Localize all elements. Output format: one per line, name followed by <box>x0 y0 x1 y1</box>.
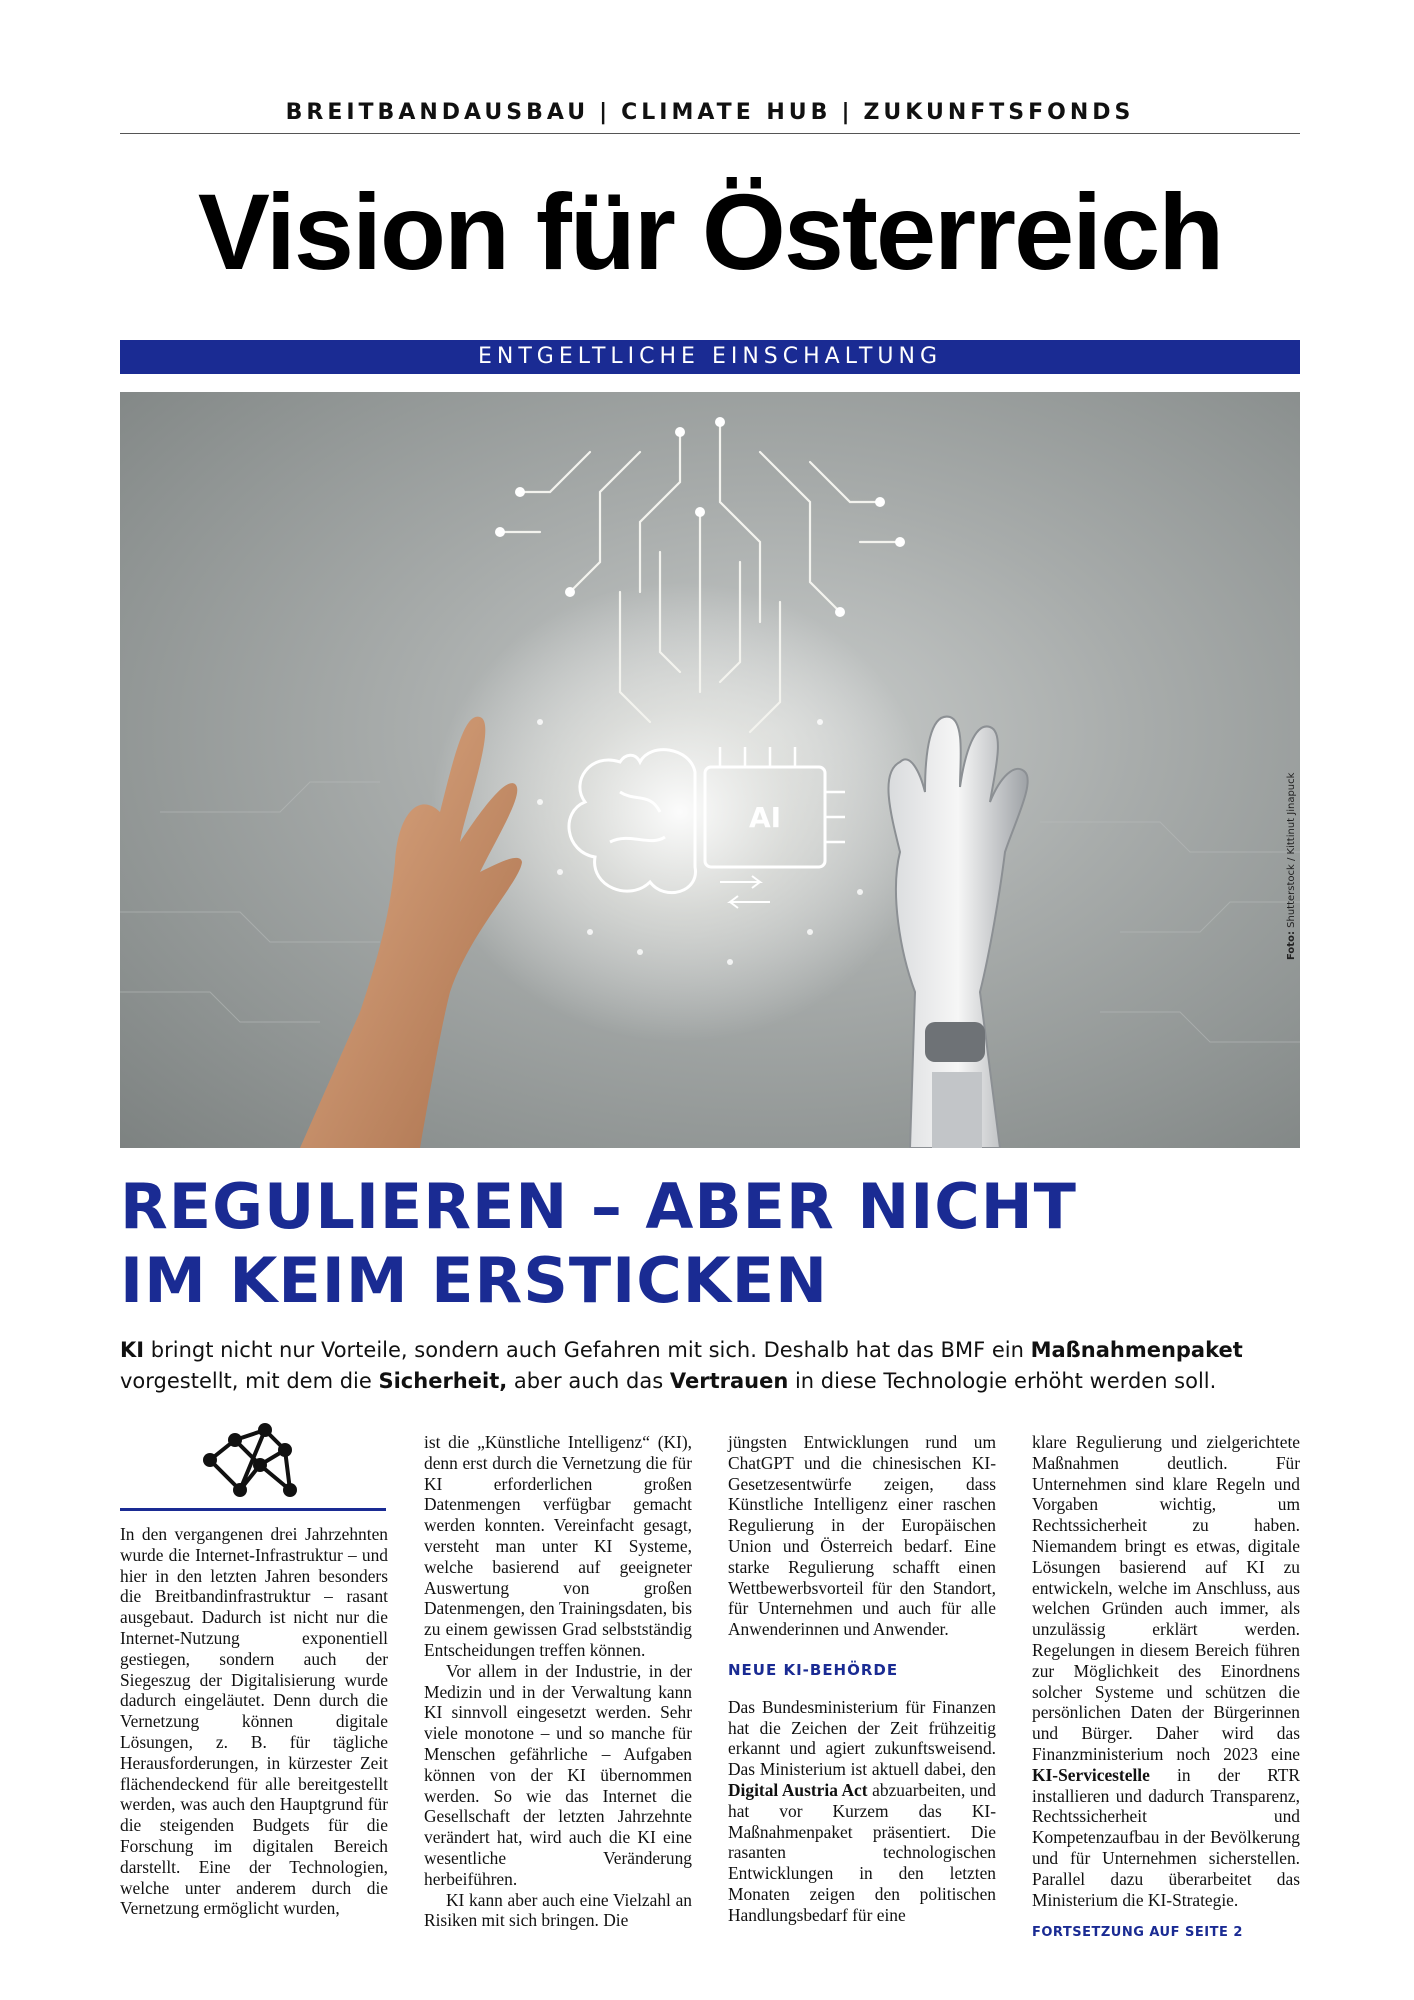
headline-line-1: REGULIEREN – ABER NICHT <box>120 1170 1077 1243</box>
paragraph: klare Regulierung und zielgerichtete Maßnahmen deutlich. Für Unternehmen sind klare Regeln und Vorgaben wichtig, um Rechtssicherheit zu haben. Niemandem bringt es etwas, digitale Lösungen basierend auf KI zu entwickeln, welche im Anschluss, aus welchen Gründen auch immer, als unzulässig erklärt werden. Regelungen in diesem Bereich führen zur Möglichkeit des Einordnens solcher Systeme und schützen die persönlichen Daten der Bürgerinnen und Bürger. Daher wird das Finanzministerium noch 2023 eine KI-Servicestelle in der RTR installieren und dadurch Transparenz, Rechtssicherheit und Kompetenzaufbau in der Bevölkerung und für Unternehmen sicherstellen. Parallel dazu überarbeitet das Ministerium die KI-Strategie. <box>1032 1432 1300 1910</box>
paragraph: Vor allem in der Industrie, in der Medizin und in der Verwaltung kann KI sinnvoll eingesetzt werden. Sehr viele monotone – und so manche für Menschen gefährliche – Aufgaben können von der KI übernommen werden. So wie das Internet die Gesellschaft der letzten Jahrzehnte verändert hat, wird auch die KI eine wesentliche Veränderung herbeiführen. <box>424 1660 692 1889</box>
article-column-1 <box>120 1524 388 1919</box>
nav-item-zukunftsfonds[interactable]: ZUKUNFTSFONDS <box>863 100 1135 125</box>
nav-item-breitbandausbau[interactable]: BREITBANDAUSBAU <box>285 100 590 125</box>
article-column-2 <box>424 1432 692 1931</box>
advertorial-label-bar: ENTGELTLICHE EINSCHALTUNG <box>120 340 1300 374</box>
network-graph-icon <box>200 1420 310 1504</box>
nav-divider <box>120 133 1300 134</box>
paragraph: KI kann aber auch eine Vielzahl an Risiken mit sich bringen. Die <box>424 1889 692 1931</box>
ai-chip-label: AI <box>748 801 782 834</box>
robot-hand <box>888 717 1027 1148</box>
column-rule <box>120 1508 386 1511</box>
hero-illustration <box>120 392 1300 1148</box>
hero-image <box>120 392 1300 1148</box>
article-column-4 <box>1032 1432 1300 1910</box>
continuation-link[interactable]: FORTSETZUNG AUF SEITE 2 <box>1032 1925 1243 1940</box>
photo-credit: Foto: Shutterstock / Kittinut Jinapuck <box>1286 772 1297 960</box>
masthead-title: Vision für Österreich <box>197 171 1223 292</box>
section-nav <box>120 100 1300 125</box>
paragraph: jüngsten Entwicklungen rund um ChatGPT und die chinesischen KI-Gesetzesentwürfe zeigen, dass Künstliche Intelligenz einer raschen Regulierung in der Europäischen Union und Österreich bedarf. Eine starke Regulierung schafft einen Wettbewerbsvorteil für den Standort, für Unternehmen und auch für alle Anwenderinnen und Anwender. <box>728 1432 996 1640</box>
article-column-3 <box>728 1432 996 1926</box>
paragraph: In den vergangenen drei Jahrzehnten wurde die Internet-Infrastruktur – und hier in den letzten Jahren besonders die Breitbandinfrastruktur – rasant ausgebaut. Dadurch ist nicht nur die Internet-Nutzung exponentiell gestiegen, sondern auch der Siegeszug der Digitalisierung wurde dadurch eingeläutet. Denn durch die Vernetzung können digitale Lösungen, z. B. für tägliche Herausforderungen, in kürzester Zeit flächendeckend für alle bereitgestellt werden, was auch den Hauptgrund für die steigenden Budgets für die Forschung im digitalen Bereich darstellt. Eine der Technologien, welche unter anderem durch die Vernetzung ermöglicht wurden, <box>120 1524 388 1919</box>
nav-item-climate-hub[interactable]: CLIMATE HUB <box>621 100 832 125</box>
nav-separator: | <box>599 100 612 125</box>
article-headline <box>120 1170 1220 1318</box>
nav-separator: | <box>841 100 854 125</box>
headline-line-2: IM KEIM ERSTICKEN <box>120 1244 828 1317</box>
section-subhead: NEUE KI-BEHÖRDE <box>728 1660 899 1679</box>
article-lead: KI bringt nicht nur Vorteile, sondern auch Gefahren mit sich. Deshalb hat das BMF ein Maßnahmenpaket vorgestellt, mit dem die Sicherheit, aber auch das Vertrauen in diese Technologie erhöht werden soll. <box>120 1338 1243 1393</box>
paragraph: Das Bundesministerium für Finanzen hat die Zeichen der Zeit frühzeitig erkannt und agiert zukunftsweisend. Das Ministerium ist aktuell dabei, den Digital Austria Act abzuarbeiten, und hat vor Kurzem das KI-Maßnahmenpaket präsentiert. Die rasanten technologischen Entwicklungen in den letzten Monaten zeigen den politischen Handlungsbedarf für eine <box>728 1696 996 1925</box>
paragraph: ist die „Künstliche Intelligenz“ (KI), denn erst durch die Vernetzung die für KI erforderlichen großen Datenmengen verfügbar gemacht werden konnten. Vereinfacht gesagt, versteht man unter KI Systeme, welche basierend auf geeigneter Auswertung von großen Datenmengen, den Trainingsdaten, bis zu einem gewissen Grad selbstständig Entscheidungen treffen können. <box>424 1432 692 1660</box>
